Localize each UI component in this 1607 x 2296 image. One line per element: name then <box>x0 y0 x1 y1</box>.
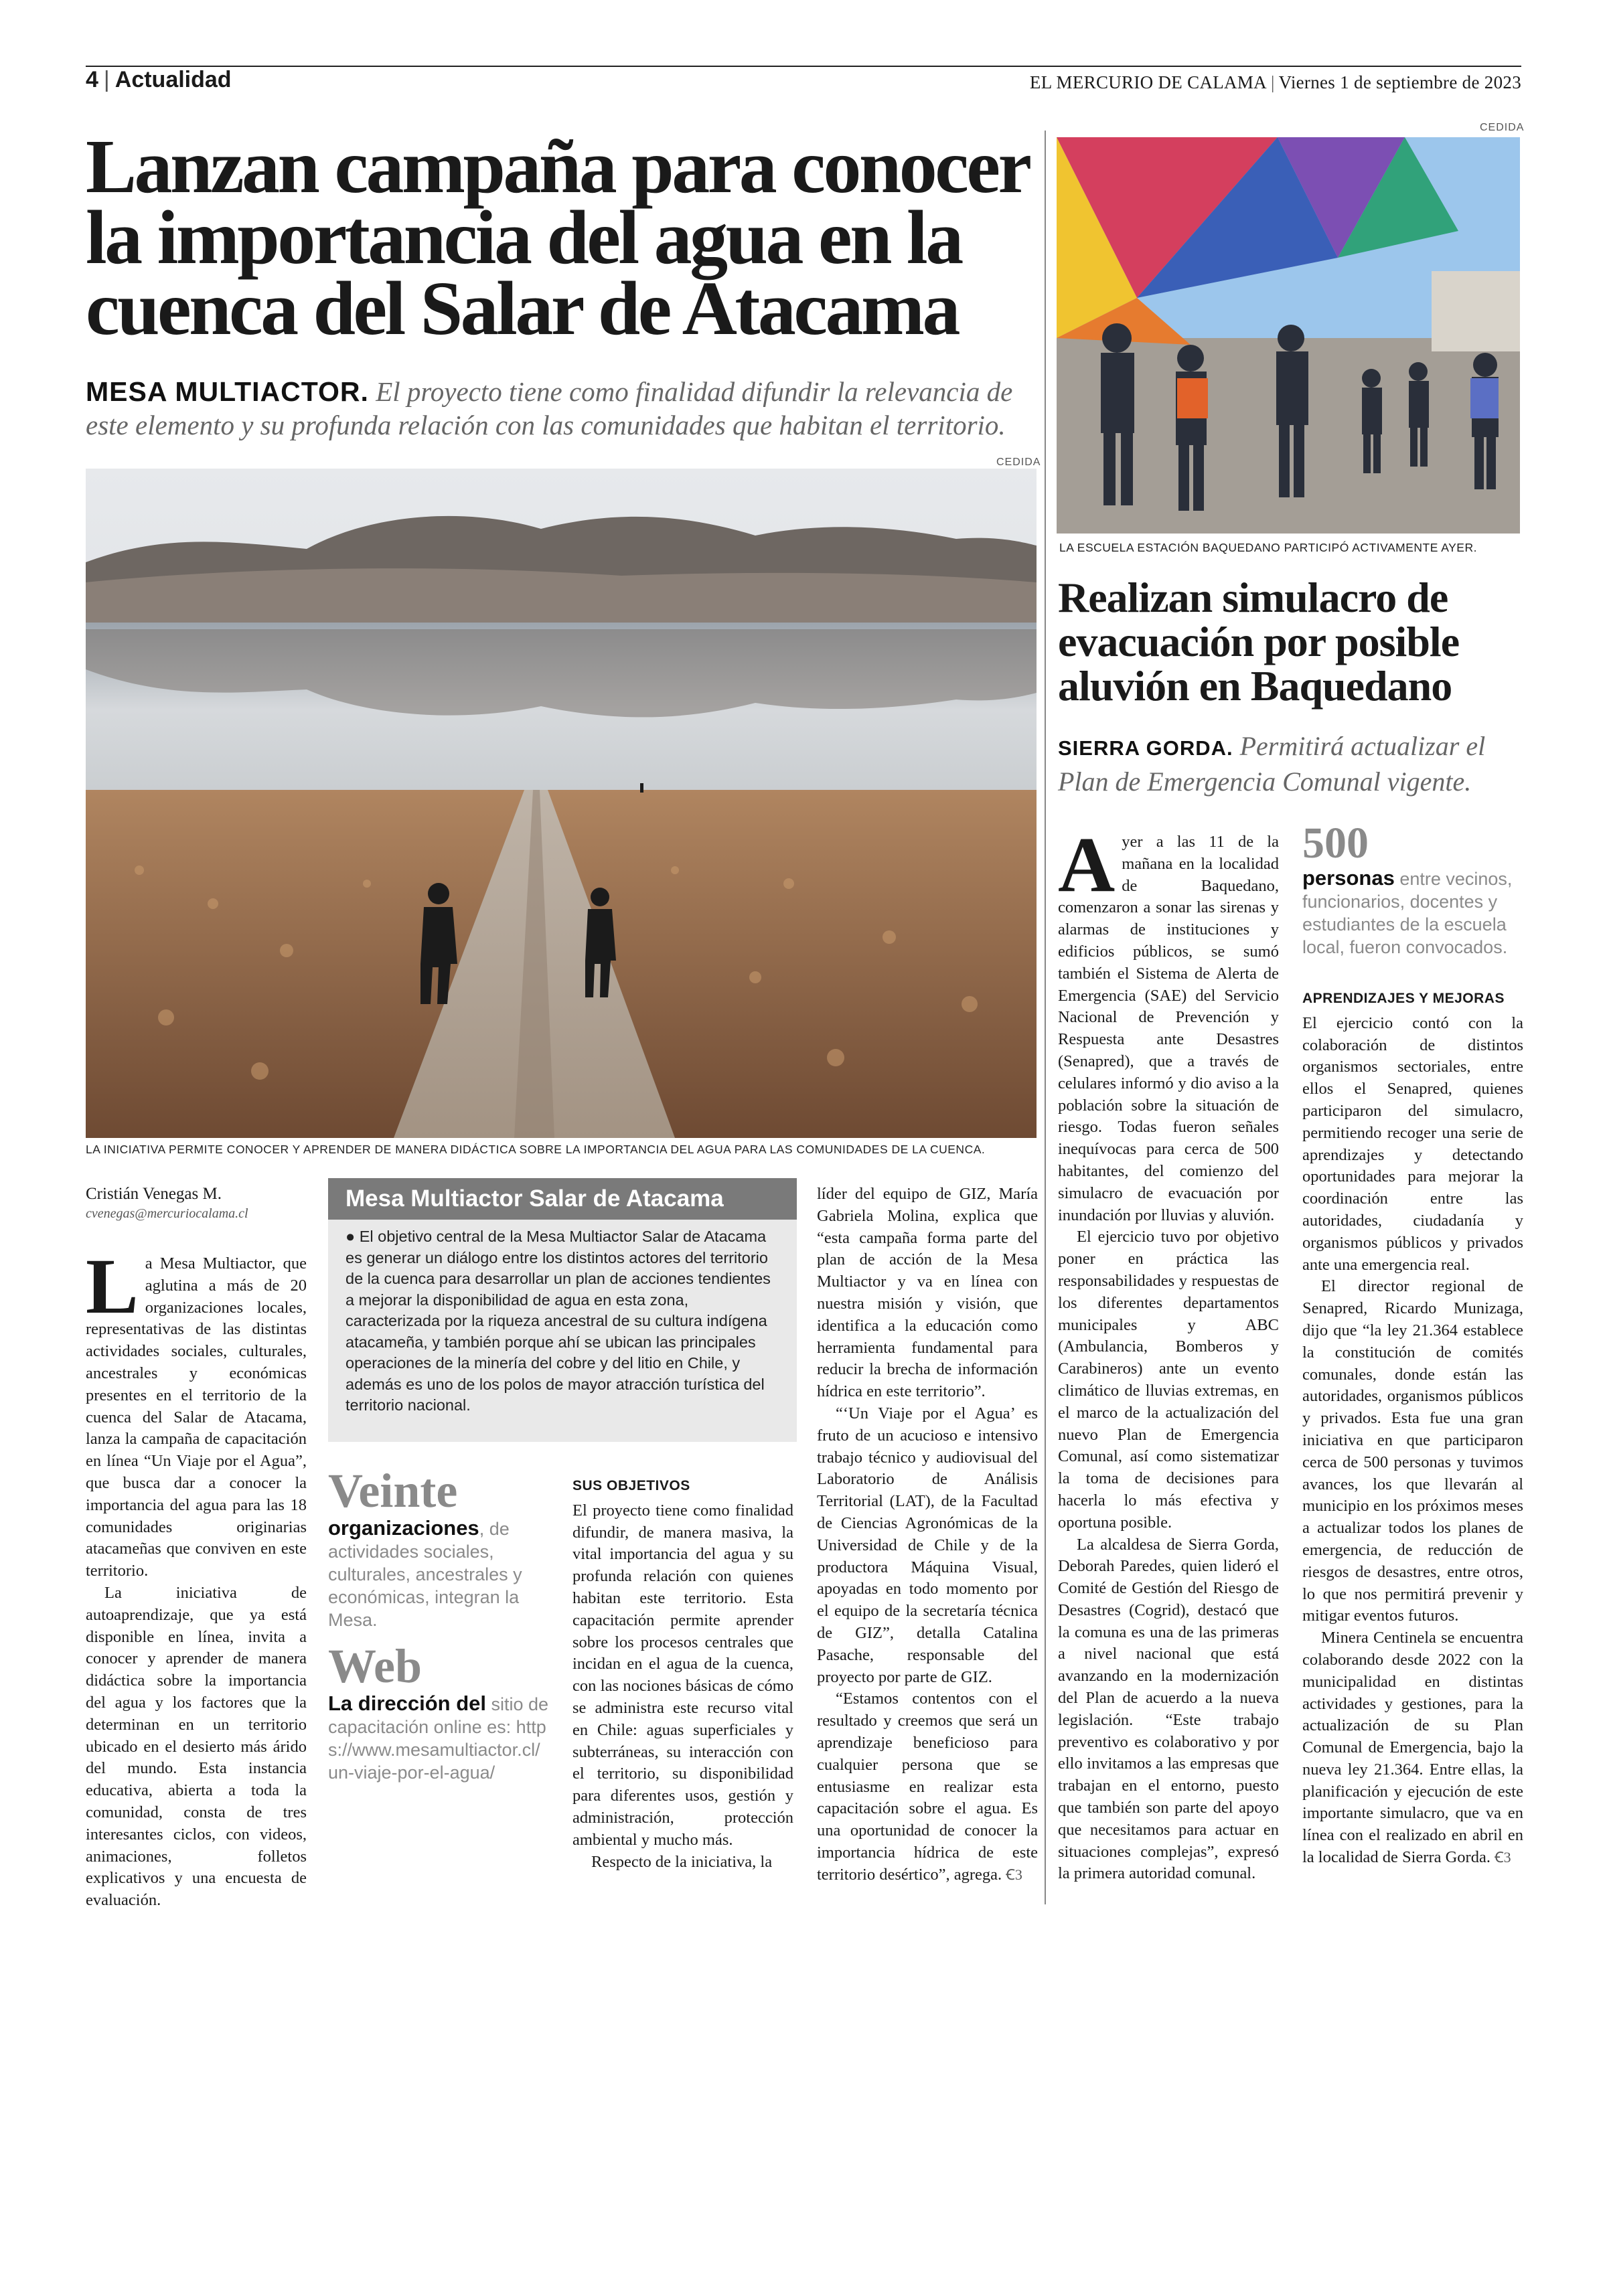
side-paragraph-3: La alcaldesa de Sierra Gorda, Deborah Paredes, quien lideró el Comité de Gestión del Riesgo de Desastres (Cogrid), destacó que la comuna es una de las primeras a nivel nacional que está avanzando en la modernización del Plan de acuerdo a la nueva legislación. “Este trabajo preventivo es colaborativo y por ello invitamos a las empresas que trabajan en el entorno, puesto que también son parte del apoyo que necesitamos para actuar en situaciones complejas”, expresó la primera autoridad comunal. <box>1058 1535 1279 1883</box>
factoid-text: sitio de capacitación online es: https://www.mesamultiactor.cl/un-viaje-por-el-agua/ <box>328 1694 549 1783</box>
aprendizajes-subhead: APRENDIZAJES Y MEJORAS <box>1302 991 1505 1006</box>
page-section-label <box>86 67 232 93</box>
end-mark-icon: Ꞓ3 <box>1495 1849 1511 1866</box>
main-paragraph-6: “‘Un Viaje por el Agua’ es fruto de un acucioso e intensivo trabajo técnico y audiovisual del Laboratorio de Análisis Territorial (LAT), de la Facultad de Ciencias Agronómicas de la Universidad de Chile y de la productora Máquina Visual, apoyadas en todo momento por el equipo de la secretaría técnica de GIZ”, detalla Catalina Pasache, responsable del proyecto por parte de GIZ. <box>817 1404 1038 1686</box>
page-number: 4 <box>86 67 98 92</box>
author-email: cvenegas@mercuriocalama.cl <box>86 1206 248 1221</box>
publication-date: Viernes 1 de septiembre de 2023 <box>1278 72 1521 92</box>
section-name: Actualidad <box>114 67 232 92</box>
main-article-column-3 <box>572 1473 793 1873</box>
factoid-bold: personas <box>1302 866 1395 890</box>
main-subheadline-text: El proyecto tiene como finalidad difundir la relevancia de este elemento y su profunda relación con las comunidades que habitan el territorio. <box>86 376 1013 440</box>
side-photo-credit: CEDIDA <box>1480 122 1525 133</box>
bullet-icon: ● <box>346 1228 360 1245</box>
sidebar-title: Mesa Multiactor Salar de Atacama <box>328 1178 797 1220</box>
end-mark-icon: Ꞓ3 <box>1006 1866 1022 1883</box>
sidebar-body: El objetivo central de la Mesa Multiactor Salar de Atacama es generar un diálogo entre los distintos actores del territorio de la cuenca para desarrollar un plan de acciones tendientes a mejorar la disponibilidad de agua en esta zona, caracterizada por la riqueza ancestral de su cultura indígena atacameña, y también porque ahí se ubican las principales operaciones de la minería del cobre y del litio en Chile, y además es uno de los polos de mayor atracción turística del territorio nacional. <box>346 1228 771 1414</box>
sidebar-text <box>346 1226 779 1416</box>
main-paragraph-1: a Mesa Multiactor, que aglutina a más de 20 organizaciones locales, representativas de las distintas actividades sociales, culturales, ancestrales y económicas presentes en el territorio de la cuenca del Salar de Atacama, lanza la campaña de capacitación en línea “Un Viaje por el Agua”, que busca dar a conocer la importancia del agua para las 18 comunidades originarias atacameñas que conviven en este territorio. <box>86 1254 307 1580</box>
side-subheadline <box>1058 730 1520 799</box>
factoid-bold: La dirección del <box>328 1692 487 1715</box>
publication-name: EL MERCURIO DE CALAMA <box>1029 72 1267 92</box>
main-paragraph-3: El proyecto tiene como finalidad difundir, de manera masiva, la vital importancia del agua y su profunda relación con quienes habitan este territorio. Esta capacitación permite aprender sobre los procesos centrales que incidan en el agua de la cuenca, con las nociones básicas de cómo se administra este recurso vital en Chile: aguas superficiales y subterráneas, su interacción con el territorio, su disponibilidad para diferentes usos, gestión y administración, protección ambiental y mucho más. <box>572 1501 793 1849</box>
main-photo-credit: CEDIDA <box>996 457 1041 468</box>
publication-dateline <box>1030 72 1521 93</box>
main-photo-caption: LA INICIATIVA PERMITE CONOCER Y APRENDER DE MANERA DIDÁCTICA SOBRE LA IMPORTANCIA DEL AGUA PARA LAS COMUNIDADES DE LA CUENCA. <box>86 1143 986 1156</box>
header-separator: | <box>1270 72 1275 92</box>
side-paragraph-1: yer a las 11 de la mañana en la localidad de Baquedano, comenzaron a sonar las sirenas y alarmas de instituciones y edificios públicos, se sumó también el Sistema de Alerta de Emergencia (SAE) del Servicio Nacional de Prevención y Respuesta ante Desastres (Senapred), que a través de celulares informó y dio aviso a la población sobre la situación de riesgo. Todas fueron señales inequívocas para cerca de 500 habitantes, del comienzo del simulacro de evacuación por inundación por lluvias y aluvión. <box>1058 833 1279 1224</box>
side-dropcap: A <box>1058 821 1116 908</box>
side-subheadline-text: Permitirá actualizar el Plan de Emergencia Comunal vigente. <box>1058 731 1486 797</box>
main-paragraph-4: Respecto de la iniciativa, la <box>591 1852 773 1871</box>
factoid-big-number: Veinte <box>328 1464 458 1518</box>
side-paragraph-5: El director regional de Senapred, Ricardo Munizaga, dijo que “la ley 21.364 establece la constitución de comités comunales, donde están las autoridades, organismos públicos y privados. Esta fue una gran iniciativa en que participaron cerca de 500 personas y tuvimos avances, los que llevarán al municipio en los próximos meses a actualizar todos los planes de emergencia, de reducción de riesgos de desastres, entre otros, lo que nos permitirá prevenir y mitigar eventos futuros. <box>1302 1277 1523 1625</box>
column-divider <box>1045 131 1046 1904</box>
evacuation-drill-photo <box>1057 137 1520 534</box>
side-paragraph-2: El ejercicio tuvo por objetivo poner en práctica las responsabilidades y respuestas de los diferentes departamentos municipales y ABC (Ambulancia, Bomberos y Carabineros) ante un evento climático de lluvias extremas, en el marco de la actualización del nuevo Plan de Emergencia Comunal, así como sistematizar la toma de decisiones para hacerla lo más efectiva y oportuna posible. <box>1058 1228 1279 1532</box>
factoid-big-number: 500 <box>1302 819 1369 868</box>
factoid-web <box>328 1640 549 1784</box>
main-paragraph-2: La iniciativa de autoaprendizaje, que ya está disponible en línea, invita a conocer y aprender de manera didáctica sobre la importancia del agua y los factores que la determinan en un territorio ubicado en el desierto más árido del mundo. Esta instancia educativa, abierta a toda la comunidad, consta de tres interesantes ciclos, con videos, animaciones, folletos explicativos y una encuesta de evaluación. <box>86 1583 307 1910</box>
side-photo-caption: LA ESCUELA ESTACIÓN BAQUEDANO PARTICIPÓ ACTIVAMENTE AYER. <box>1059 541 1477 554</box>
side-paragraph-4: El ejercicio contó con la colaboración de distintos organismos sectoriales, entre ellos el Senapred, quienes participaron del simulacro, permitiendo recoger una serie de aprendizajes y detectando oportunidades para mejorar la coordinación entre las autoridades, ciudadanía y organismos públicos y privados ante una emergencia real. <box>1302 1013 1523 1274</box>
side-article-column-2 <box>1302 985 1523 1869</box>
main-headline: Lanzan campaña para conocer la importancia del agua en la cuenca del Salar de Atacama <box>86 124 1028 351</box>
byline <box>86 1185 300 1222</box>
objectives-subhead: SUS OBJETIVOS <box>572 1478 690 1493</box>
factoid-big-word: Web <box>328 1639 423 1693</box>
main-paragraph-5: líder del equipo de GIZ, María Gabriela Molina, explica que “esta campaña forma parte del plan de acción de la Mesa Multiactor y va en línea con nuestra misión y visión, que identifica a la educación como herramienta fundamental para reducir la brecha de información hídrica en este territorio”. <box>817 1185 1038 1401</box>
header-separator: | <box>103 67 110 92</box>
main-paragraph-7: “Estamos contentos con el resultado y creemos que será un aprendizaje beneficioso para cualquier persona que se entusiasme en realizar esta capacitación sobre el agua. Es una oportunidad de conocer la importancia hídrica de este territorio desértico”, agrega. <box>817 1690 1038 1884</box>
factoid-personas <box>1302 820 1523 959</box>
side-article-column-1 <box>1058 821 1279 1885</box>
factoid-organizaciones <box>328 1465 549 1631</box>
main-kicker: MESA MULTIACTOR. <box>86 376 369 407</box>
main-article-column-1 <box>86 1242 307 1912</box>
main-article-column-4 <box>817 1183 1038 1886</box>
factoid-bold: organizaciones <box>328 1516 479 1540</box>
sidebar-box <box>328 1178 797 1442</box>
side-headline: Realizan simulacro de evacuación por posible aluvión en Baquedano <box>1058 574 1460 710</box>
factoid-text: , de actividades sociales, culturales, ancestrales y económicas, integran la Mesa. <box>328 1519 522 1630</box>
side-paragraph-6: Minera Centinela se encuentra colaborando desde 2022 con la municipalidad en distintas actividades y gestiones, para la actualización de su Plan Comunal de Emergencia, bajo la nueva ley 21.364. Entre ellas, la planificación y ejecución de este importante simulacro, que va en línea con el realizado en abril en la localidad de Sierra Gorda. <box>1302 1629 1523 1867</box>
factoid-text: entre vecinos, funcionarios, docentes y estudiantes de la escuela local, fueron convocados. <box>1302 869 1513 957</box>
salar-landscape-photo <box>86 469 1037 1138</box>
main-subheadline <box>86 375 1037 442</box>
author-name: Cristián Venegas M. <box>86 1185 222 1203</box>
side-kicker: SIERRA GORDA. <box>1058 736 1233 760</box>
header-rule <box>86 66 1521 67</box>
main-dropcap: L <box>86 1242 139 1330</box>
